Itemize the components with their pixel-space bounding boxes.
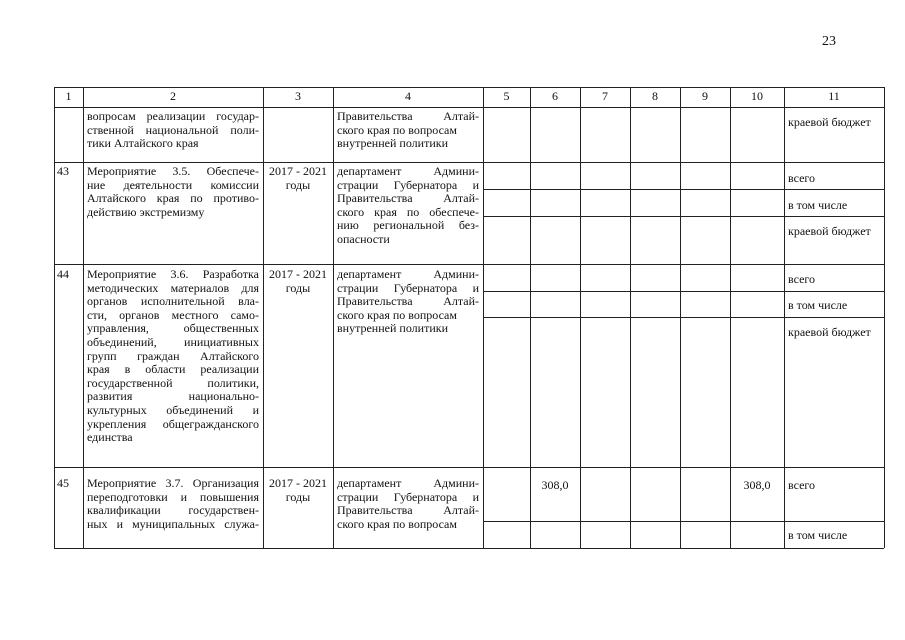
col-header-10: 10	[751, 89, 763, 103]
col-header-1: 1	[65, 89, 72, 103]
row-45-col6-value: 308,0	[541, 478, 569, 492]
row-43-number: 43	[57, 164, 69, 178]
row-44-source-including: в том числе	[788, 298, 848, 312]
row-43-executor: департамент Админи- страции Губернатора и Правительства Алтай- ского края по обеспече- нию региональной без- опасности	[337, 164, 479, 246]
row-43-name: Мероприятие 3.5. Обеспече- ние деятельности комиссии Алтайского края по противо- действию экстремизму	[87, 164, 259, 219]
row-43-source-including: в том числе	[788, 198, 848, 212]
row-45-name: Мероприятие 3.7. Организация переподготовки и повышения квалификации государствен- ных и муниципальных служа-	[87, 476, 259, 531]
col-header-3: 3	[295, 89, 301, 103]
continued-source: краевой бюджет	[788, 115, 871, 129]
row-43-source-regional: краевой бюджет	[788, 224, 871, 238]
col-header-7: 7	[602, 89, 608, 103]
row-45-period: 2017 - 2021 годы	[269, 476, 327, 504]
col-header-9: 9	[702, 89, 708, 103]
row-43-source-total: всего	[788, 171, 816, 185]
col-header-11: 11	[828, 89, 840, 103]
continued-name: вопросам реализации государ- ственной национальной поли- тики Алтайского края	[87, 109, 259, 151]
row-44-period: 2017 - 2021 годы	[269, 267, 327, 295]
row-44-executor: департамент Админи- страции Губернатора и Правительства Алтай- ского края по вопросам внутренней политики	[337, 267, 479, 336]
col-header-5: 5	[503, 89, 510, 103]
program-table	[54, 87, 884, 548]
col-header-2: 2	[170, 89, 176, 103]
row-44-source-total: всего	[788, 272, 816, 286]
col-header-8: 8	[652, 89, 658, 103]
row-43-period: 2017 - 2021 годы	[269, 164, 327, 192]
row-44-name: Мероприятие 3.6. Разработка методических материалов для органов исполнительной вла- сти, органов местного само- управления, общественных объединений, инициативных групп граждан Алтайского края в области реализации государственной политики, развития национально- культурных объединений и укрепления общегражданского единства	[87, 267, 259, 445]
col-header-6: 6	[552, 89, 558, 103]
row-45-source-including: в том числе	[788, 528, 848, 542]
row-44-number: 44	[57, 267, 69, 281]
row-45-source-total: всего	[788, 478, 816, 492]
row-45-col10-value: 308,0	[743, 478, 771, 492]
row-45-number: 45	[57, 476, 69, 490]
continued-executor: Правительства Алтай- ского края по вопросам внутренней политики	[337, 109, 479, 151]
row-45-executor: департамент Админи- страции Губернатора и Правительства Алтай- ского края по вопросам	[337, 476, 479, 531]
row-44-source-regional: краевой бюджет	[788, 325, 871, 339]
page-number: 23	[822, 34, 836, 49]
col-header-4: 4	[405, 89, 411, 103]
